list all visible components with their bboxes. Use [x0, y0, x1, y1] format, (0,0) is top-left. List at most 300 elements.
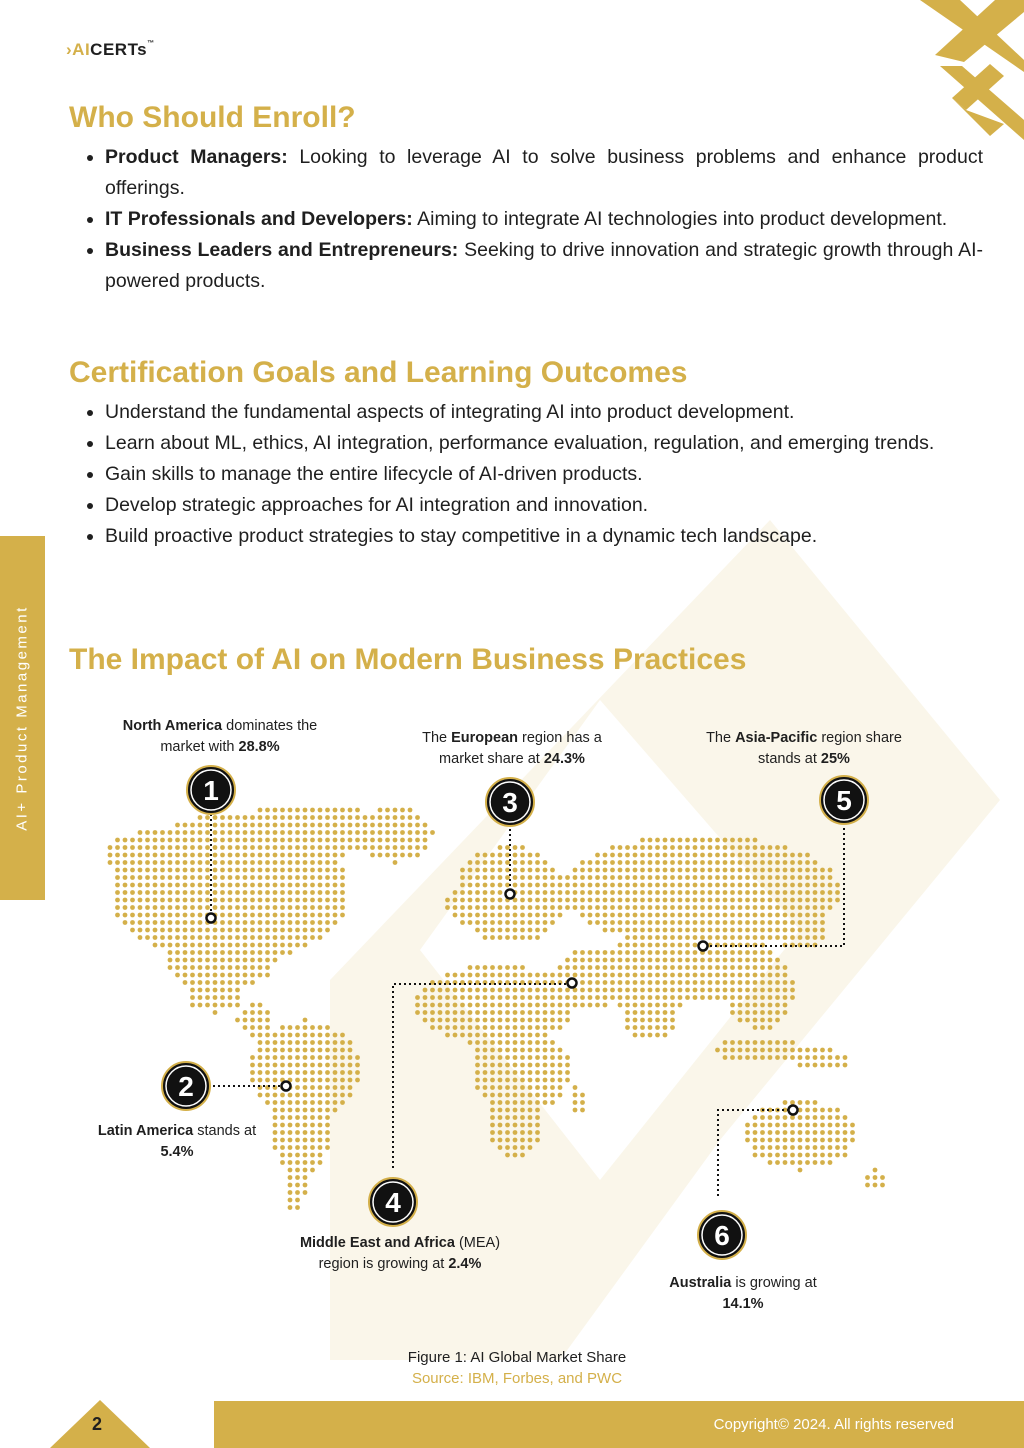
map-dot — [303, 1123, 308, 1128]
map-dot — [520, 845, 525, 850]
map-dot — [205, 905, 210, 910]
map-dot — [408, 815, 413, 820]
map-dot — [370, 853, 375, 858]
map-dot — [648, 1033, 653, 1038]
map-dot — [625, 890, 630, 895]
map-dot — [190, 988, 195, 993]
map-dot — [805, 1160, 810, 1165]
map-dot — [318, 1108, 323, 1113]
map-dot — [445, 1033, 450, 1038]
map-dot — [745, 1040, 750, 1045]
map-dot — [648, 868, 653, 873]
map-dot — [468, 898, 473, 903]
map-dot — [693, 965, 698, 970]
map-dot — [768, 1138, 773, 1143]
map-dot — [235, 935, 240, 940]
map-dot — [640, 875, 645, 880]
map-dot — [423, 1010, 428, 1015]
map-dot — [640, 988, 645, 993]
map-dot — [258, 1033, 263, 1038]
map-dot — [483, 995, 488, 1000]
map-dot — [618, 980, 623, 985]
map-dot — [310, 928, 315, 933]
map-dot — [123, 845, 128, 850]
map-dot — [723, 965, 728, 970]
map-dot — [228, 860, 233, 865]
map-dot — [250, 830, 255, 835]
map-dot — [618, 890, 623, 895]
map-dot — [543, 1100, 548, 1105]
map-dot — [265, 1040, 270, 1045]
map-dot — [805, 1130, 810, 1135]
map-dot — [505, 1048, 510, 1053]
map-dot — [483, 860, 488, 865]
map-dot — [715, 928, 720, 933]
map-dot — [648, 973, 653, 978]
map-dot — [625, 988, 630, 993]
map-dot — [115, 890, 120, 895]
map-dot — [205, 860, 210, 865]
map-dot — [648, 988, 653, 993]
map-dot — [430, 988, 435, 993]
map-dot — [453, 995, 458, 1000]
map-dot — [535, 988, 540, 993]
map-dot — [235, 815, 240, 820]
map-dot — [175, 965, 180, 970]
map-dot — [265, 815, 270, 820]
map-dot — [318, 935, 323, 940]
map-dot — [190, 875, 195, 880]
map-dot — [280, 928, 285, 933]
map-dot — [205, 928, 210, 933]
map-dot — [723, 1040, 728, 1045]
map-dot — [468, 988, 473, 993]
map-dot — [445, 973, 450, 978]
map-dot — [663, 988, 668, 993]
map-dot — [715, 868, 720, 873]
map-dot — [183, 950, 188, 955]
map-dot — [318, 868, 323, 873]
map-dot — [243, 845, 248, 850]
map-dot — [730, 1040, 735, 1045]
footer-copyright: Copyright© 2024. All rights reserved — [713, 1416, 954, 1433]
map-dot — [333, 905, 338, 910]
map-dot — [783, 875, 788, 880]
map-dot — [610, 898, 615, 903]
map-dot — [333, 860, 338, 865]
map-dot — [198, 988, 203, 993]
map-dot — [618, 973, 623, 978]
map-dot — [640, 920, 645, 925]
map-dot — [213, 883, 218, 888]
map-dot — [513, 875, 518, 880]
map-dot — [715, 860, 720, 865]
map-dot — [475, 890, 480, 895]
map-dot — [745, 1123, 750, 1128]
map-dot — [595, 875, 600, 880]
map-dot — [295, 808, 300, 813]
map-dot — [685, 868, 690, 873]
map-dot — [295, 1085, 300, 1090]
map-dot — [588, 868, 593, 873]
map-dot — [768, 980, 773, 985]
map-dot — [295, 1025, 300, 1030]
map-dot — [295, 1048, 300, 1053]
map-dot — [228, 943, 233, 948]
map-dot — [760, 868, 765, 873]
map-dot — [573, 905, 578, 910]
map-dot — [753, 950, 758, 955]
map-dot — [730, 898, 735, 903]
map-dot — [198, 890, 203, 895]
map-dot — [348, 1048, 353, 1053]
map-dot — [580, 1003, 585, 1008]
map-dot — [198, 898, 203, 903]
map-dot — [138, 845, 143, 850]
map-dot — [723, 980, 728, 985]
map-dot — [768, 875, 773, 880]
map-dot — [603, 913, 608, 918]
map-dot — [670, 853, 675, 858]
map-dot — [700, 988, 705, 993]
map-dot — [775, 1160, 780, 1165]
map-dot — [573, 1108, 578, 1113]
map-dot — [483, 1018, 488, 1023]
map-dot — [288, 943, 293, 948]
map-dot — [168, 830, 173, 835]
map-dot — [603, 965, 608, 970]
map-dot — [708, 958, 713, 963]
map-dot — [490, 1033, 495, 1038]
map-dot — [520, 1130, 525, 1135]
map-dot — [648, 935, 653, 940]
map-dot — [783, 1123, 788, 1128]
map-dot — [220, 950, 225, 955]
map-dot — [400, 823, 405, 828]
map-dot — [175, 898, 180, 903]
map-dot — [820, 928, 825, 933]
map-dot — [175, 883, 180, 888]
map-dot — [235, 868, 240, 873]
map-dot — [333, 1078, 338, 1083]
map-dot — [745, 1055, 750, 1060]
map-dot — [445, 898, 450, 903]
map-dot — [783, 868, 788, 873]
map-dot — [820, 1055, 825, 1060]
map-dot — [700, 913, 705, 918]
map-dot — [783, 845, 788, 850]
map-dot — [153, 875, 158, 880]
map-dot — [475, 1010, 480, 1015]
map-dot — [790, 853, 795, 858]
corner-ornament — [900, 0, 1024, 145]
map-dot — [663, 920, 668, 925]
map-dot — [460, 905, 465, 910]
map-dot — [168, 883, 173, 888]
map-dot — [250, 950, 255, 955]
map-dot — [190, 830, 195, 835]
map-dot — [558, 1048, 563, 1053]
map-dot — [505, 935, 510, 940]
map-dot — [558, 875, 563, 880]
map-dot — [153, 845, 158, 850]
map-dot — [730, 868, 735, 873]
map-dot — [325, 838, 330, 843]
map-dot — [295, 943, 300, 948]
map-dot — [415, 823, 420, 828]
map-dot — [190, 860, 195, 865]
map-dot — [753, 965, 758, 970]
map-dot — [798, 1168, 803, 1173]
map-dot — [168, 845, 173, 850]
map-dot — [228, 890, 233, 895]
map-dot — [640, 1010, 645, 1015]
map-dot — [715, 890, 720, 895]
map-dot — [723, 838, 728, 843]
map-dot — [130, 853, 135, 858]
map-dot — [498, 898, 503, 903]
map-dot — [183, 958, 188, 963]
map-dot — [790, 920, 795, 925]
map-dot — [213, 845, 218, 850]
map-dot — [273, 1123, 278, 1128]
map-dot — [258, 905, 263, 910]
map-dot — [588, 973, 593, 978]
map-dot — [805, 1055, 810, 1060]
map-dot — [528, 935, 533, 940]
map-dot — [633, 905, 638, 910]
map-dot — [183, 920, 188, 925]
map-dot — [385, 808, 390, 813]
map-dot — [693, 898, 698, 903]
map-dot — [453, 898, 458, 903]
map-dot — [760, 920, 765, 925]
map-dot — [205, 883, 210, 888]
map-dot — [768, 1055, 773, 1060]
map-dot — [618, 845, 623, 850]
map-dot — [348, 838, 353, 843]
map-dot — [610, 860, 615, 865]
map-dot — [520, 973, 525, 978]
map-dot — [160, 853, 165, 858]
map-dot — [520, 1040, 525, 1045]
map-dot — [258, 928, 263, 933]
map-dot — [318, 875, 323, 880]
map-dot — [708, 898, 713, 903]
map-dot — [168, 875, 173, 880]
map-dot — [528, 1145, 533, 1150]
map-dot — [738, 1018, 743, 1023]
map-dot — [370, 845, 375, 850]
map-dot — [760, 950, 765, 955]
map-dot — [370, 830, 375, 835]
map-dot — [370, 823, 375, 828]
map-dot — [730, 913, 735, 918]
map-dot — [625, 845, 630, 850]
map-dot — [520, 1033, 525, 1038]
map-dot — [228, 973, 233, 978]
map-dot — [670, 943, 675, 948]
map-dot — [663, 860, 668, 865]
map-dot — [513, 1078, 518, 1083]
map-dot — [700, 905, 705, 910]
map-dot — [498, 1033, 503, 1038]
map-dot — [220, 838, 225, 843]
map-dot — [250, 935, 255, 940]
map-dot — [760, 935, 765, 940]
map-dot — [633, 950, 638, 955]
map-dot — [790, 905, 795, 910]
map-dot — [408, 845, 413, 850]
map-dot — [333, 868, 338, 873]
map-dot — [213, 928, 218, 933]
map-dot — [288, 1198, 293, 1203]
region-badge-2 — [162, 1062, 210, 1110]
map-dot — [768, 898, 773, 903]
map-dot — [783, 1040, 788, 1045]
map-dot — [153, 928, 158, 933]
map-dot — [310, 860, 315, 865]
map-dot — [723, 913, 728, 918]
map-dot — [475, 883, 480, 888]
map-dot — [798, 1153, 803, 1158]
map-dot — [295, 1205, 300, 1210]
map-dot — [513, 883, 518, 888]
map-dot — [505, 1055, 510, 1060]
map-dot — [760, 890, 765, 895]
map-dot — [243, 928, 248, 933]
map-dot — [603, 920, 608, 925]
map-dot — [325, 1085, 330, 1090]
map-dot — [715, 920, 720, 925]
map-dot — [835, 1108, 840, 1113]
map-dot — [813, 913, 818, 918]
map-dot — [160, 868, 165, 873]
map-dot — [760, 973, 765, 978]
map-dot — [303, 1145, 308, 1150]
map-dot — [168, 905, 173, 910]
map-dot — [550, 1055, 555, 1060]
map-dot — [468, 1003, 473, 1008]
map-dot — [355, 808, 360, 813]
map-dot — [303, 845, 308, 850]
map-dot — [700, 935, 705, 940]
map-dot — [280, 1123, 285, 1128]
map-dot — [138, 905, 143, 910]
map-dot — [145, 883, 150, 888]
map-dot — [363, 830, 368, 835]
map-dot — [663, 883, 668, 888]
map-dot — [183, 883, 188, 888]
map-dot — [843, 1063, 848, 1068]
map-dot — [288, 860, 293, 865]
map-dot — [378, 845, 383, 850]
map-dot — [670, 950, 675, 955]
map-dot — [280, 1153, 285, 1158]
map-dot — [798, 905, 803, 910]
map-dot — [655, 980, 660, 985]
map-dot — [273, 905, 278, 910]
map-dot — [798, 1055, 803, 1060]
map-dot — [138, 883, 143, 888]
map-dot — [280, 950, 285, 955]
map-dot — [108, 860, 113, 865]
map-dot — [190, 935, 195, 940]
map-dot — [453, 1025, 458, 1030]
map-dot — [618, 965, 623, 970]
map-dot — [790, 898, 795, 903]
map-dot — [288, 920, 293, 925]
map-dot — [618, 958, 623, 963]
map-dot — [760, 845, 765, 850]
map-dot — [205, 995, 210, 1000]
map-dot — [453, 913, 458, 918]
map-dot — [198, 875, 203, 880]
map-dot — [220, 830, 225, 835]
map-dot — [790, 868, 795, 873]
map-dot — [220, 920, 225, 925]
map-dot — [348, 1040, 353, 1045]
map-dot — [160, 928, 165, 933]
map-dot — [205, 935, 210, 940]
map-dot — [183, 928, 188, 933]
map-dot — [633, 1033, 638, 1038]
map-dot — [805, 875, 810, 880]
map-dot — [543, 913, 548, 918]
map-dot — [738, 890, 743, 895]
map-dot — [828, 868, 833, 873]
map-dot — [753, 883, 758, 888]
map-dot — [453, 988, 458, 993]
map-dot — [340, 868, 345, 873]
map-dot — [565, 1018, 570, 1023]
map-dot — [280, 845, 285, 850]
map-dot — [648, 1003, 653, 1008]
map-dot — [310, 935, 315, 940]
map-dot — [123, 898, 128, 903]
map-dot — [760, 1025, 765, 1030]
map-dot — [498, 920, 503, 925]
map-dot — [258, 1025, 263, 1030]
map-dot — [580, 965, 585, 970]
map-dot — [813, 1108, 818, 1113]
map-dot — [768, 935, 773, 940]
map-dot — [310, 905, 315, 910]
map-dot — [198, 973, 203, 978]
map-dot — [468, 1040, 473, 1045]
map-dot — [633, 958, 638, 963]
map-dot — [273, 898, 278, 903]
map-dot — [318, 1145, 323, 1150]
map-dot — [760, 883, 765, 888]
map-dot — [670, 973, 675, 978]
map-dot — [595, 980, 600, 985]
map-dot — [295, 928, 300, 933]
map-dot — [558, 1063, 563, 1068]
map-dot — [753, 935, 758, 940]
map-dot — [790, 935, 795, 940]
map-dot — [145, 845, 150, 850]
map-dot — [685, 995, 690, 1000]
map-dot — [835, 1055, 840, 1060]
map-dot — [333, 823, 338, 828]
map-dot — [768, 905, 773, 910]
map-dot — [543, 1085, 548, 1090]
map-dot — [460, 875, 465, 880]
map-dot — [318, 845, 323, 850]
map-dot — [205, 845, 210, 850]
map-dot — [130, 883, 135, 888]
